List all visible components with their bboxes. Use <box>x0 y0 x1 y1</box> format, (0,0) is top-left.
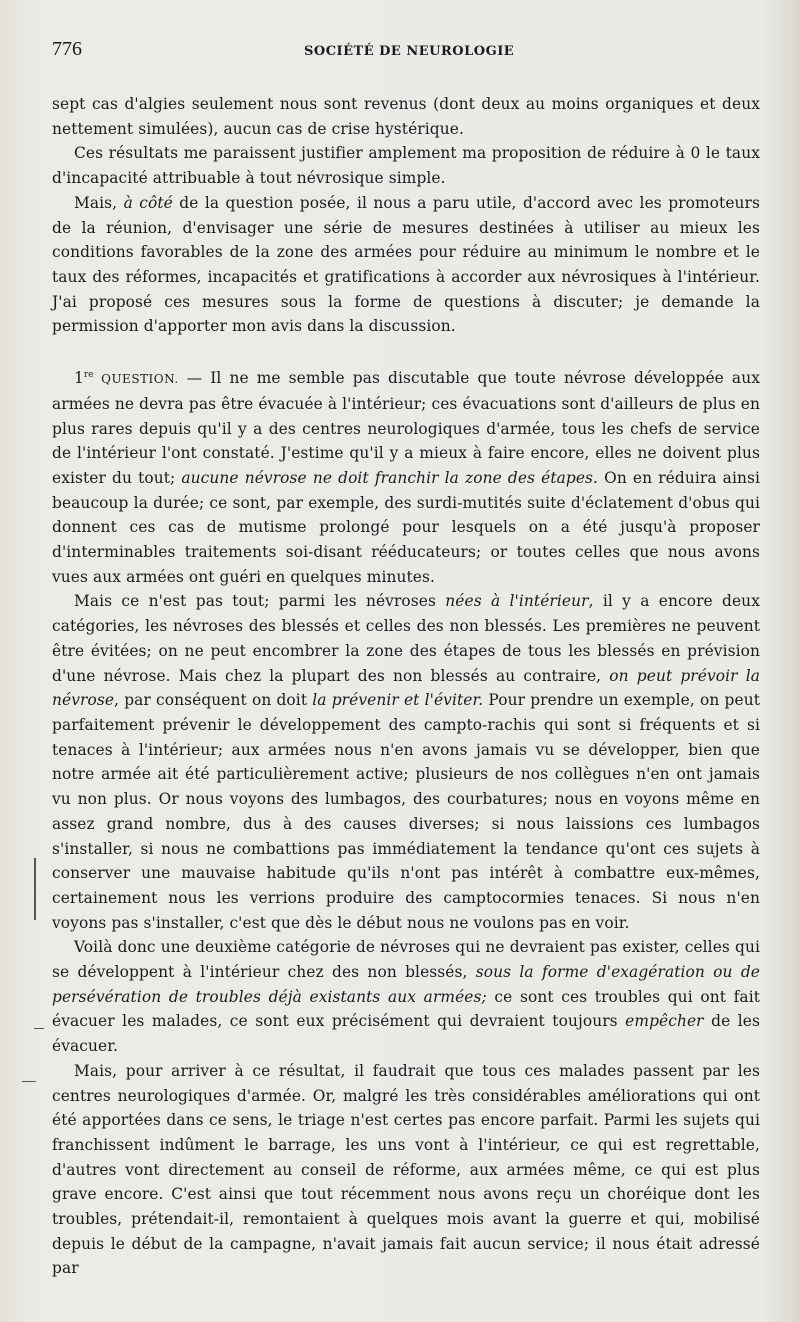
text-run: , par conséquent on doit <box>114 691 313 710</box>
paragraph-nevroses-interieur <box>52 589 760 935</box>
margin-pencil-mark <box>34 858 36 920</box>
question-label <box>74 369 179 387</box>
body-text <box>52 92 760 1281</box>
page-header <box>52 38 760 72</box>
italic-run: empêcher <box>625 1012 704 1031</box>
paragraph-continuation: sept cas d'algies seulement nous sont revenus (dont deux au moins organiques et deux nettement simulées), aucun cas de crise hystérique. <box>52 95 760 138</box>
italic-run: on peut prévoir la névrose <box>52 666 761 710</box>
paragraph-triage: Mais, pour arriver à ce résultat, il faudrait que tous ces malades passent par les centres neurologiques d'armée. Or, malgré les très considérables améliorations qui ont été apportées dans ce sens, le triage n'est certes pas encore parfait. Parmi les sujets qui franchissent indûment le barrage, les uns vont à l'intérieur, ce qui est regrettable, d'autres vont directement au conseil de réforme, aux armées même, ce qui est plus grave encore. C'est ainsi que tout récemment nous avons reçu un choréique dont les troubles, prétendait-il, remontaient à quelques mois avant la guerre et qui, mobilisé depuis le début de la campagne, n'avait jamais fait aucun service; il nous était adressé par <box>52 1061 760 1278</box>
paragraph-question-1 <box>52 363 760 589</box>
text-run: Pour prendre un exemple, on peut parfaitement prévenir le développement des campto-rachis qui sont si fréquents et si tenaces à l'intérieur; aux armées nous n'en avons jamais vu se développer, bien que notre armée ait été particulièrement active; plusieurs de nos collègues n'en ont jamais vu non plus. Or nous voyons des lumbagos, des courbatures; nous en voyons même en assez grand nombre, dus à des causes diverses; si nous laissions ces lumbagos s'installer, si nous ne combattions pas immédiatement la tendance qu'ont ces sujets à conserver une mauvaise habitude qu'ils n'ont pas intérêt à combattre eux-mêmes, certainement nous les verrions produire des camptocormies tenaces. Si nous n'en voyons pas s'installer, c'est que dès le début nous ne voulons pas en voir. <box>52 691 760 932</box>
text-run: On en réduira ainsi beaucoup la durée; ce sont, par exemple, des surdi-mutités suite d'éclatement d'obus qui donnent ces cas de mutisme prolongé pour lesquels on a été jusqu'à proposer d'interminables traitements soi-disant rééducateurs; or toutes celles que nous avons vues aux armées ont guéri en quelques minutes. <box>52 468 761 586</box>
text-run: Voilà donc une deuxième catégorie de névroses qui ne devraient pas exister, celles qui se développent à l'intérieur chez des non blessés, <box>52 938 760 982</box>
text-run: ce sont ces troubles qui ont fait évacuer les malades, ce sont eux précisément qui devraient toujours <box>52 987 761 1031</box>
text-run: de la question posée, il nous a paru utile, d'accord avec les promoteurs de la réunion, d'envisager une série de mesures destinées à utiliser au mieux les conditions favorables de la zone des armées pour réduire au minimum le nombre et le taux des réformes, incapacités et gratifications à accorder aux névrosiques à l'intérieur. J'ai proposé ces mesures sous la forme de questions à discuter; je demande la permission d'apporter mon avis dans la discussion. <box>52 193 760 336</box>
italic-run: à côté <box>123 193 173 212</box>
text-run: — Il ne me semble pas discutable que toute névrose développée aux armées ne devra pas être évacuée à l'intérieur; ces évacuations sont d'ailleurs de plus en plus rares depuis qu'il y a des centres neurologiques d'armée, tous les chefs de service de l'intérieur l'ont constaté. J'estime qu'il y a mieux à faire encore, elles ne doivent plus exister du tout; <box>52 369 760 487</box>
paragraph-results: Ces résultats me paraissent justifier amplement ma proposition de réduire à 0 le taux d'incapacité attribuable à tout névrosique simple. <box>52 144 760 188</box>
margin-pencil-dash <box>22 1081 36 1082</box>
question-ordinal: re <box>83 370 94 381</box>
text-run: de les évacuer. <box>52 1012 761 1056</box>
margin-pencil-dash <box>34 1028 44 1029</box>
text-run: , il y a encore deux catégories, les névroses des blessés et celles des non blessés. Les premières ne peuvent être évitées; on ne peut encombrer la zone des étapes de tous les blessés en prévision d'une névrose. Mais chez la plupart des non blessés au contraire, <box>52 592 760 685</box>
question-number: 1 <box>74 369 84 388</box>
question-word: QUESTION. <box>93 372 179 387</box>
running-title: SOCIÉTÉ DE NEUROLOGIE <box>304 44 515 59</box>
text-run: Mais ce n'est pas tout; parmi les névroses <box>74 592 446 611</box>
italic-run: nées à l'intérieur <box>445 592 589 611</box>
paragraph-measures <box>52 191 760 339</box>
italic-run: aucune névrose ne doit franchir la zone des étapes. <box>181 468 599 487</box>
page-number: 776 <box>52 38 82 60</box>
text-run: Mais, <box>74 193 124 212</box>
italic-run: la prévenir et l'éviter. <box>312 691 484 710</box>
paragraph-deuxieme-categorie <box>52 935 760 1059</box>
italic-run: sous la forme d'exagération ou de persévération de troubles déjà existants aux armées; <box>52 963 760 1006</box>
